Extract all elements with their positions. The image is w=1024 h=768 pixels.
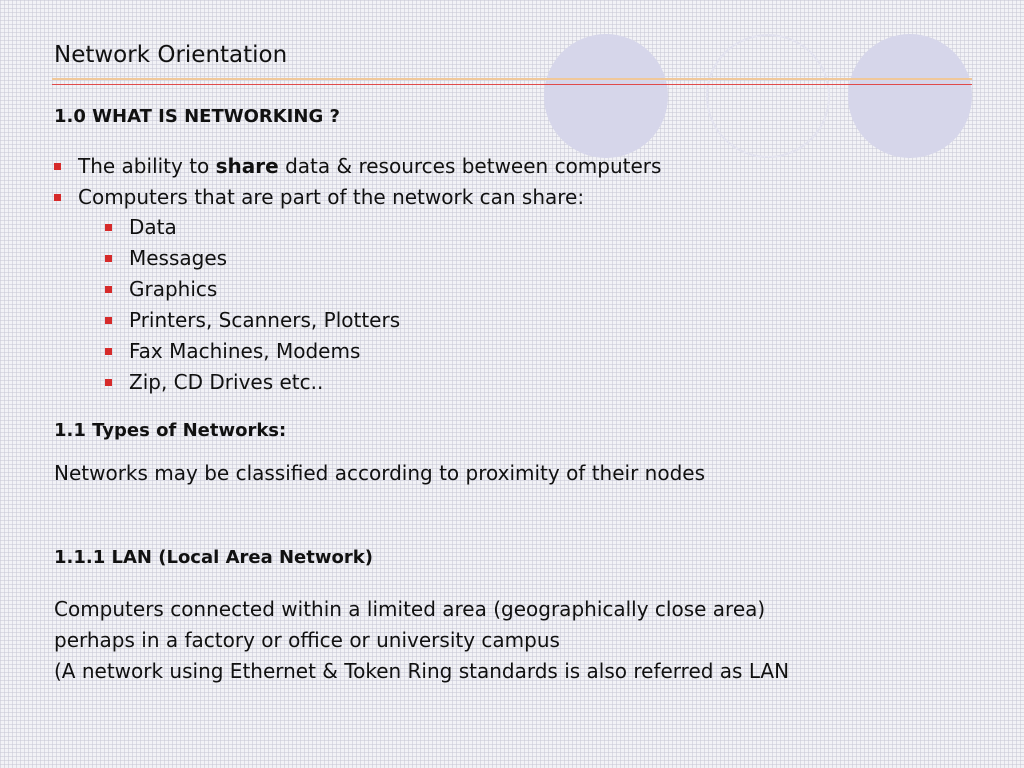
bullet-icon: [105, 255, 112, 262]
bullet-icon: [105, 348, 112, 355]
lan-line: Computers connected within a limited area (geographically close area): [54, 597, 766, 621]
section-heading-types: 1.1 Types of Networks:: [54, 420, 287, 441]
bullet-icon: [54, 163, 61, 170]
decorative-circle: [544, 34, 668, 158]
bullet-icon: [54, 194, 61, 201]
title-divider: [52, 78, 972, 80]
decorative-circle: [848, 34, 972, 158]
bullet-icon: [105, 224, 112, 231]
section-heading-networking: 1.0 WHAT IS NETWORKING ?: [54, 106, 340, 127]
decorative-circle-outline: [706, 34, 830, 158]
lan-line: perhaps in a factory or office or university campus: [54, 628, 560, 652]
slide-title: Network Orientation: [54, 42, 288, 68]
lan-line: (A network using Ethernet & Token Ring standards is also referred as LAN: [54, 659, 790, 683]
bullet-icon: [105, 286, 112, 293]
section-heading-lan: 1.1.1 LAN (Local Area Network): [54, 547, 373, 568]
bullet-icon: [105, 317, 112, 324]
section-text-types: Networks may be classified according to proximity of their nodes: [54, 461, 705, 485]
title-divider-accent: [52, 84, 972, 85]
bullet-icon: [105, 379, 112, 386]
